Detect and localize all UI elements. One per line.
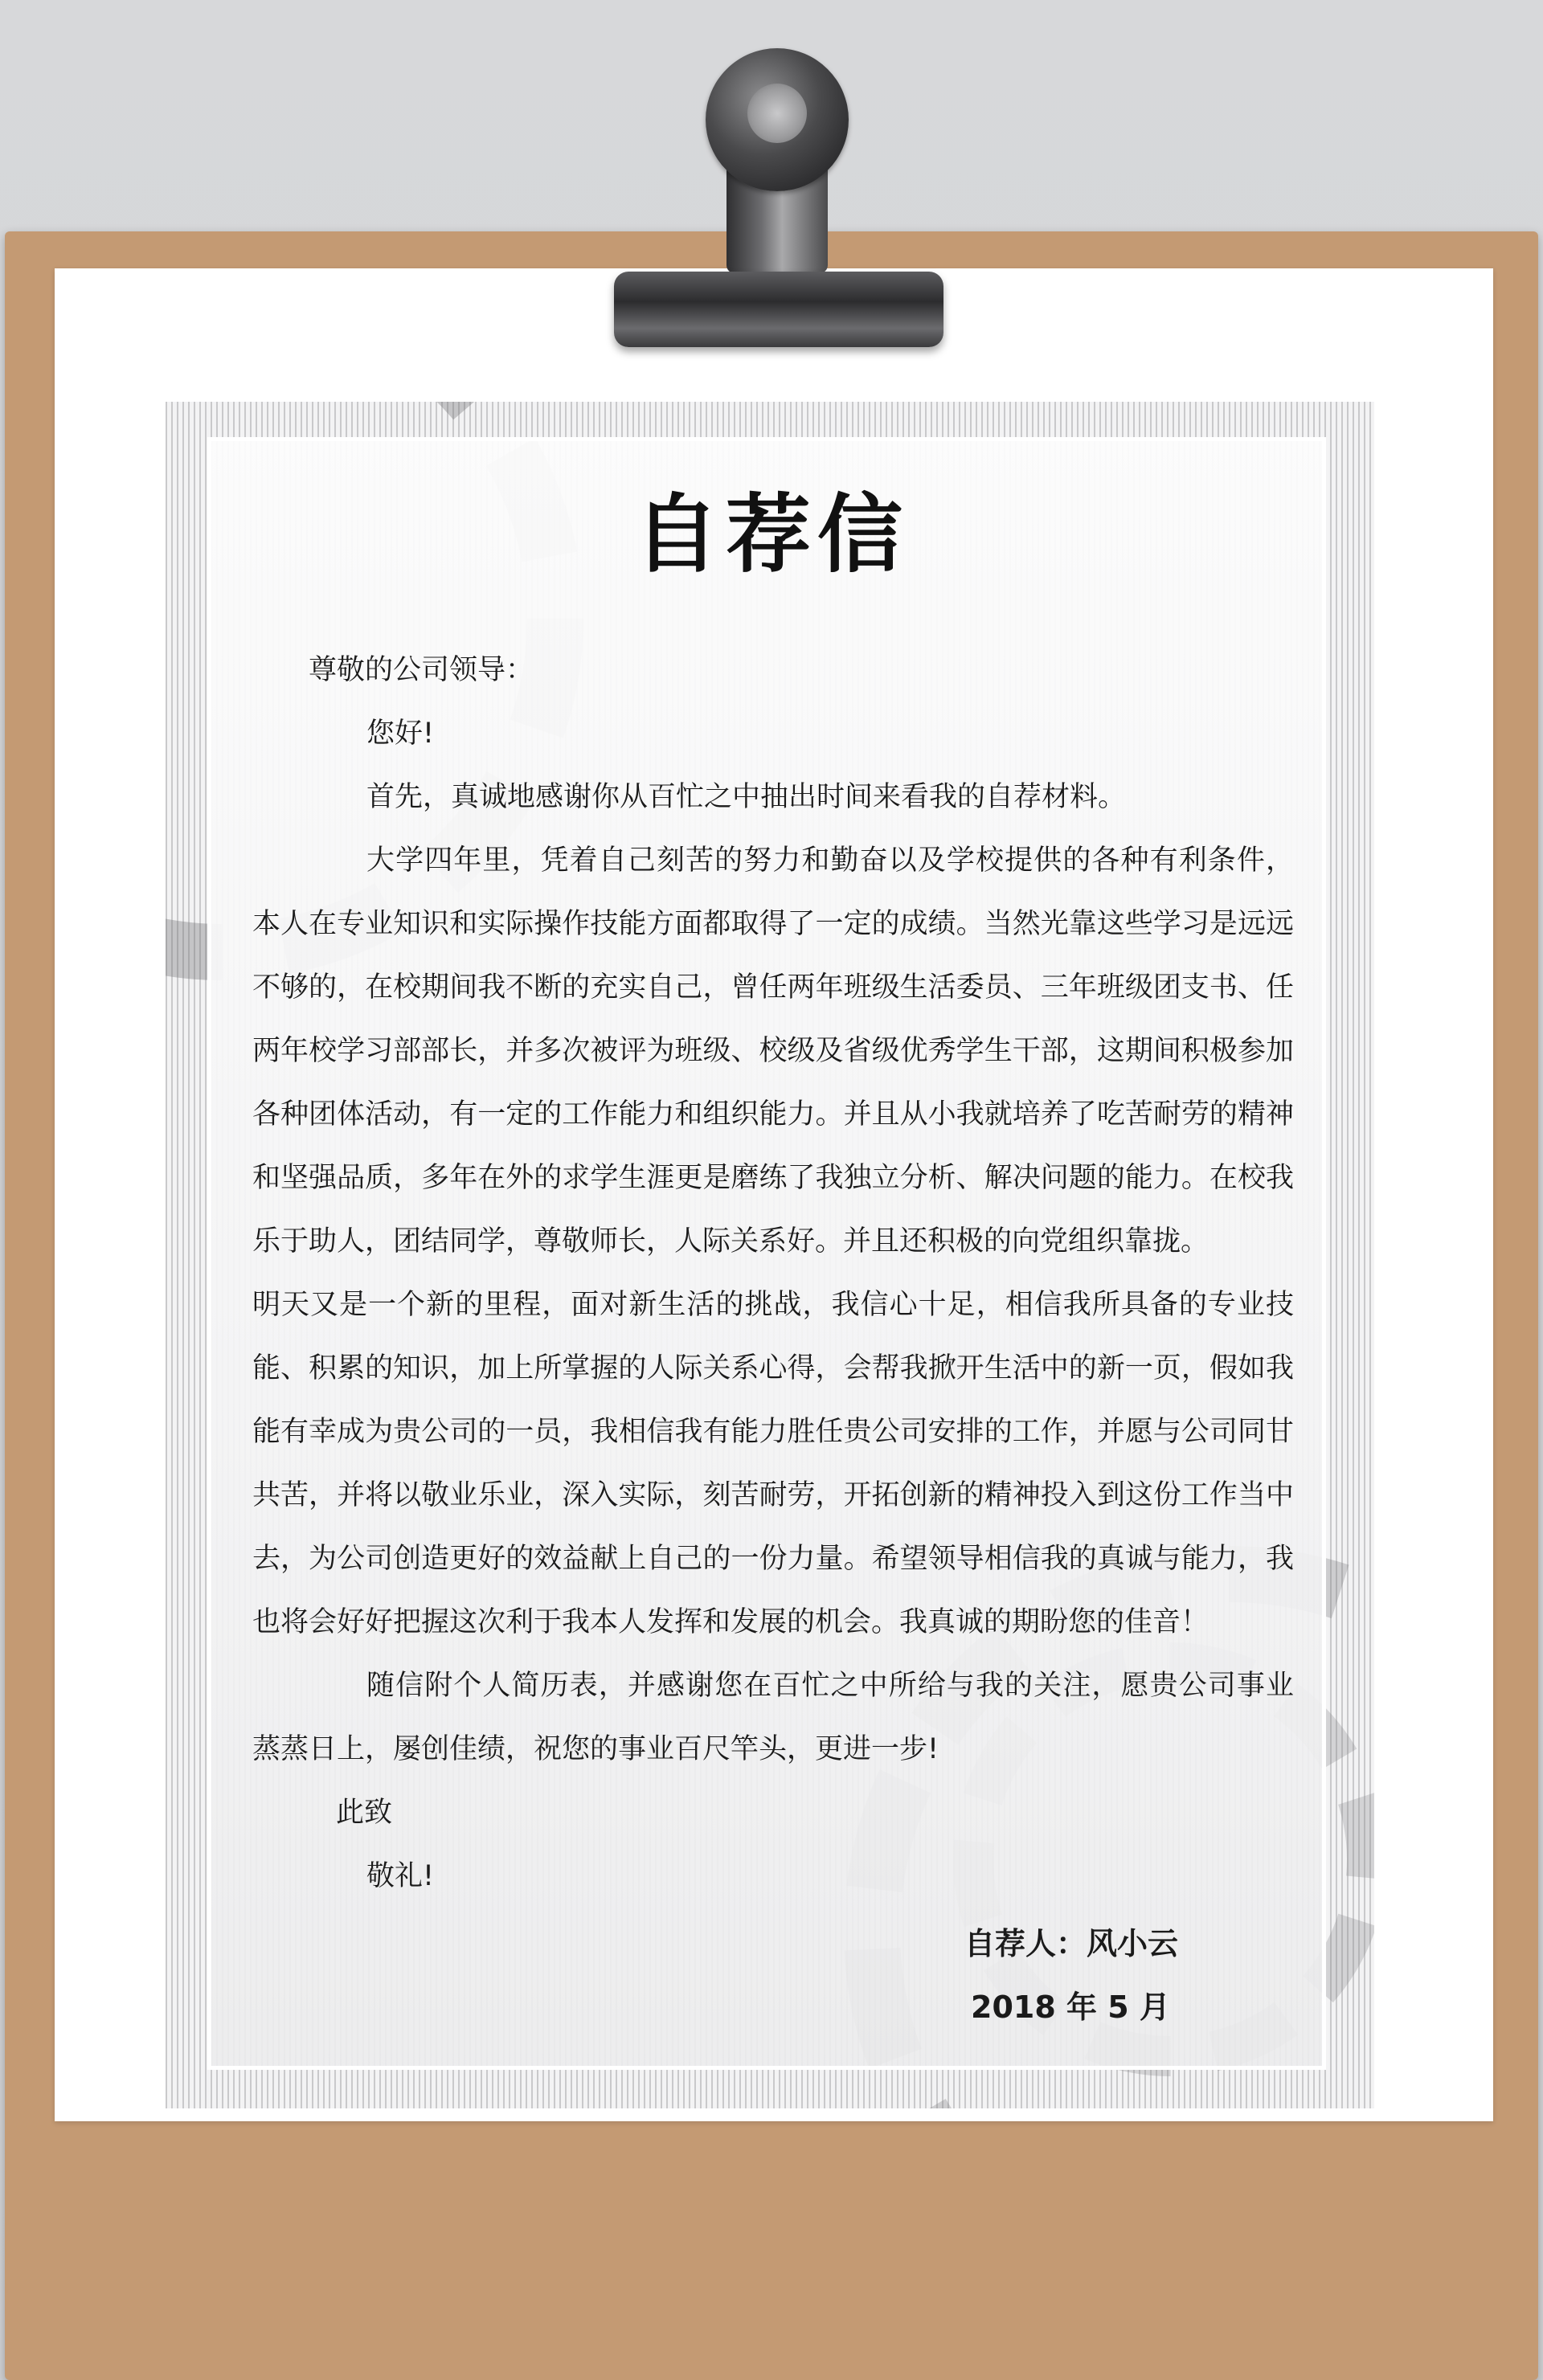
letter-body [252, 639, 1294, 1908]
page-title: 自荐信 [634, 484, 909, 584]
paragraph-2: 大学四年里，凭着自己刻苦的努力和勤奋以及学校提供的各种有利条件，本人在专业知识和实际操作技能方面都取得了一定的成绩。当然光靠这些学习是远远不够的，在校期间我不断的充实自己，曾任两年班级生活委员、三年班级团支书、任两年校学习部部长，并多次被评为班级、校级及省级优秀学生干部，这期间积极参加各种团体活动，有一定的工作能力和组织能力。并且从小我就培养了吃苦耐劳的精神和坚强品质，多年在外的求学生涯更是磨练了我独立分析、解决问题的能力。在校我乐于助人，团结同学，尊敬师长，人际关系好。并且还积极的向党组织靠拢。 [252, 844, 1294, 1257]
closing-line-2: 敬礼! [366, 1860, 435, 1892]
paragraph-1: 首先，真诚地感谢你从百忙之中抽出时间来看我的自荐材料。 [366, 781, 1127, 813]
signature-date: 2018 年 5 月 [971, 1989, 1170, 2025]
greeting-line: 您好! [366, 718, 435, 750]
clip-ring [706, 48, 849, 191]
clip-ring-hole [747, 84, 807, 143]
binder-clip-icon [614, 48, 952, 354]
clip-base [614, 272, 943, 347]
paragraph-4: 随信附个人简历表，并感谢您在百忙之中所给与我的关注，愿贵公司事业蒸蒸日上，屡创佳绩，祝您的事业百尺竿头，更进一步! [252, 1670, 1294, 1765]
signature-block [964, 1912, 1178, 2039]
closing-line-1: 此致 [336, 1797, 393, 1829]
signature: 自荐人：风小云 [964, 1926, 1179, 1961]
paragraph-3: 明天又是一个新的里程，面对新生活的挑战，我信心十足，相信我所具备的专业技能、积累的知识，加上所掌握的人际关系心得，会帮我掀开生活中的新一页，假如我能有幸成为贵公司的一员，我相信我有能力胜任贵公司安排的工作，并愿与公司同甘共苦，并将以敬业乐业，深入实际，刻苦耐劳，开拓创新的精神投入到这份工作当中去，为公司创造更好的效益献上自己的一份力量。希望领导相信我的真诚与能力，我也将会好好把握这次利于我本人发挥和发展的机会。我真诚的期盼您的佳音！ [252, 1289, 1294, 1638]
salutation: 尊敬的公司领导： [309, 654, 534, 686]
